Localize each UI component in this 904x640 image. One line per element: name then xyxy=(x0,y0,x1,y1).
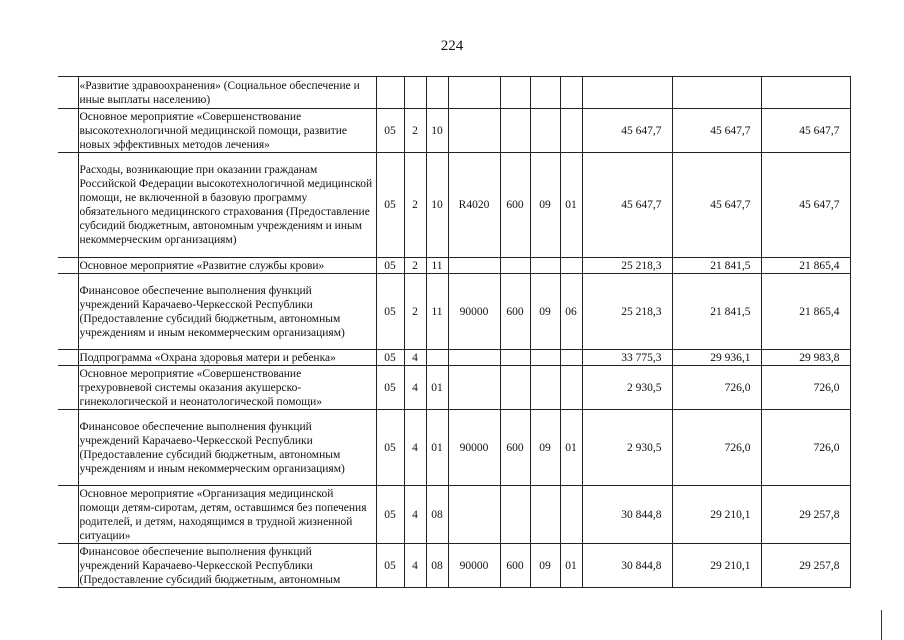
cell-description: Основное мероприятие «Совершенствование высокотехнологичной медицинской помощи, развитие новых эффективных методов лечения» xyxy=(78,109,376,153)
cell-c6 xyxy=(530,109,560,153)
cell-c2: 2 xyxy=(404,109,426,153)
cell-c7: 06 xyxy=(560,274,582,350)
cell-c5 xyxy=(500,109,530,153)
cell-c4 xyxy=(448,486,500,544)
cell-c1: 05 xyxy=(376,544,404,588)
cell-y2: 45 647,7 xyxy=(672,109,761,153)
table-row xyxy=(58,274,850,350)
cell-c5 xyxy=(500,366,530,410)
cell-y2: 29 210,1 xyxy=(672,486,761,544)
row-gutter xyxy=(58,486,78,544)
cell-y3: 45 647,7 xyxy=(761,109,850,153)
cell-c2: 2 xyxy=(404,258,426,274)
cell-c1: 05 xyxy=(376,350,404,366)
cell-c2: 4 xyxy=(404,410,426,486)
cell-y1: 25 218,3 xyxy=(582,274,672,350)
cell-description: Основное мероприятие «Развитие службы крови» xyxy=(78,258,376,274)
cell-c5 xyxy=(500,258,530,274)
cell-c3 xyxy=(426,77,448,109)
row-gutter xyxy=(58,544,78,588)
table-row xyxy=(58,350,850,366)
cell-c7 xyxy=(560,350,582,366)
page-number: 224 xyxy=(440,38,464,54)
row-gutter xyxy=(58,109,78,153)
cell-c7 xyxy=(560,486,582,544)
table-row xyxy=(58,486,850,544)
cell-y2: 726,0 xyxy=(672,366,761,410)
cell-c7 xyxy=(560,77,582,109)
table-row xyxy=(58,410,850,486)
cell-y1: 30 844,8 xyxy=(582,486,672,544)
cell-c1: 05 xyxy=(376,109,404,153)
cell-description: Подпрограмма «Охрана здоровья матери и ребенка» xyxy=(78,350,376,366)
cell-y2: 45 647,7 xyxy=(672,153,761,258)
row-gutter xyxy=(58,350,78,366)
cell-c1 xyxy=(376,77,404,109)
cell-description: Финансовое обеспечение выполнения функций учреждений Карачаево-Черкесской Республики (Предоставление субсидий бюджетным, автономным xyxy=(78,544,376,588)
row-gutter xyxy=(58,366,78,410)
cell-description: Финансовое обеспечение выполнения функций учреждений Карачаево-Черкесской Республики (Предоставление субсидий бюджетным, автономным учреждениям и иным некоммерческим организациям) xyxy=(78,410,376,486)
cell-y1: 45 647,7 xyxy=(582,153,672,258)
cell-y1: 2 930,5 xyxy=(582,366,672,410)
row-gutter xyxy=(58,410,78,486)
table-row xyxy=(58,153,850,258)
cell-c1: 05 xyxy=(376,274,404,350)
cell-c5: 600 xyxy=(500,544,530,588)
cell-c4 xyxy=(448,77,500,109)
cell-description: Финансовое обеспечение выполнения функций учреждений Карачаево-Черкесской Республики (Предоставление субсидий бюджетным, автономным учреждениям и иным некоммерческим организациям) xyxy=(78,274,376,350)
cell-y2: 726,0 xyxy=(672,410,761,486)
cell-c6 xyxy=(530,258,560,274)
cell-y3: 29 257,8 xyxy=(761,486,850,544)
cell-c2: 4 xyxy=(404,486,426,544)
table-row xyxy=(58,109,850,153)
cell-c7 xyxy=(560,258,582,274)
cell-y1 xyxy=(582,77,672,109)
cell-y3: 726,0 xyxy=(761,410,850,486)
cell-description: «Развитие здравоохранения» (Социальное обеспечение и иные выплаты населению) xyxy=(78,77,376,109)
cell-c5 xyxy=(500,486,530,544)
cell-c6: 09 xyxy=(530,274,560,350)
cell-c1: 05 xyxy=(376,410,404,486)
cell-c2 xyxy=(404,77,426,109)
cell-c7 xyxy=(560,366,582,410)
cell-y3: 29 983,8 xyxy=(761,350,850,366)
cell-c7: 01 xyxy=(560,153,582,258)
cell-c4: 90000 xyxy=(448,410,500,486)
cell-y3: 726,0 xyxy=(761,366,850,410)
cell-description: Основное мероприятие «Организация медицинской помощи детям-сиротам, детям, оставшимся без попечения родителей, и детям, находящимся в трудной жизненной ситуации» xyxy=(78,486,376,544)
row-gutter xyxy=(58,77,78,109)
cell-c3 xyxy=(426,350,448,366)
row-gutter xyxy=(58,153,78,258)
cell-c4 xyxy=(448,366,500,410)
cell-c2: 4 xyxy=(404,544,426,588)
cell-y2: 21 841,5 xyxy=(672,258,761,274)
cell-y3: 21 865,4 xyxy=(761,274,850,350)
cell-c2: 2 xyxy=(404,153,426,258)
cell-description: Расходы, возникающие при оказании гражданам Российской Федерации высокотехнологичной медицинской помощи, не включенной в базовую программу обязательного медицинского страхования (Предоставление субсидий бюджетным, автономным учреждениям и иным некоммерческим организациям) xyxy=(78,153,376,258)
cell-y1: 2 930,5 xyxy=(582,410,672,486)
table-body xyxy=(58,77,850,588)
cell-c4: R4020 xyxy=(448,153,500,258)
cell-c7: 01 xyxy=(560,544,582,588)
row-gutter xyxy=(58,258,78,274)
cell-c2: 4 xyxy=(404,366,426,410)
cell-y2 xyxy=(672,77,761,109)
cell-c3: 10 xyxy=(426,153,448,258)
table-row xyxy=(58,366,850,410)
cell-c4 xyxy=(448,258,500,274)
cell-y1: 30 844,8 xyxy=(582,544,672,588)
cell-c7 xyxy=(560,109,582,153)
table-row xyxy=(58,544,850,588)
row-gutter xyxy=(58,274,78,350)
cell-c5: 600 xyxy=(500,274,530,350)
cell-y3: 29 257,8 xyxy=(761,544,850,588)
cell-c1: 05 xyxy=(376,258,404,274)
table-row xyxy=(58,258,850,274)
cell-y1: 25 218,3 xyxy=(582,258,672,274)
cell-y3: 45 647,7 xyxy=(761,153,850,258)
cell-c6 xyxy=(530,350,560,366)
cell-c6 xyxy=(530,366,560,410)
cell-c3: 10 xyxy=(426,109,448,153)
cell-c2: 4 xyxy=(404,350,426,366)
cell-y2: 29 936,1 xyxy=(672,350,761,366)
cell-c6: 09 xyxy=(530,410,560,486)
cell-c6: 09 xyxy=(530,153,560,258)
cell-c6: 09 xyxy=(530,544,560,588)
cell-y1: 33 775,3 xyxy=(582,350,672,366)
cell-c6 xyxy=(530,77,560,109)
cell-y3 xyxy=(761,77,850,109)
cell-c3: 01 xyxy=(426,410,448,486)
cell-c6 xyxy=(530,486,560,544)
cell-c3: 11 xyxy=(426,258,448,274)
cell-description: Основное мероприятие «Совершенствование трехуровневой системы оказания акушерско-гинекологической и неонатологической помощи» xyxy=(78,366,376,410)
cell-c7: 01 xyxy=(560,410,582,486)
cell-c4 xyxy=(448,350,500,366)
cell-c5 xyxy=(500,350,530,366)
cell-c3: 11 xyxy=(426,274,448,350)
cell-y3: 21 865,4 xyxy=(761,258,850,274)
cell-c2: 2 xyxy=(404,274,426,350)
cell-c5: 600 xyxy=(500,153,530,258)
cell-c4: 90000 xyxy=(448,274,500,350)
margin-rule xyxy=(881,610,882,640)
cell-c4: 90000 xyxy=(448,544,500,588)
cell-c5 xyxy=(500,77,530,109)
cell-y2: 21 841,5 xyxy=(672,274,761,350)
table-row xyxy=(58,77,850,109)
cell-c3: 01 xyxy=(426,366,448,410)
cell-c3: 08 xyxy=(426,486,448,544)
cell-c4 xyxy=(448,109,500,153)
cell-y2: 29 210,1 xyxy=(672,544,761,588)
cell-y1: 45 647,7 xyxy=(582,109,672,153)
cell-c3: 08 xyxy=(426,544,448,588)
cell-c1: 05 xyxy=(376,366,404,410)
budget-table xyxy=(58,76,851,588)
cell-c1: 05 xyxy=(376,486,404,544)
cell-c5: 600 xyxy=(500,410,530,486)
cell-c1: 05 xyxy=(376,153,404,258)
